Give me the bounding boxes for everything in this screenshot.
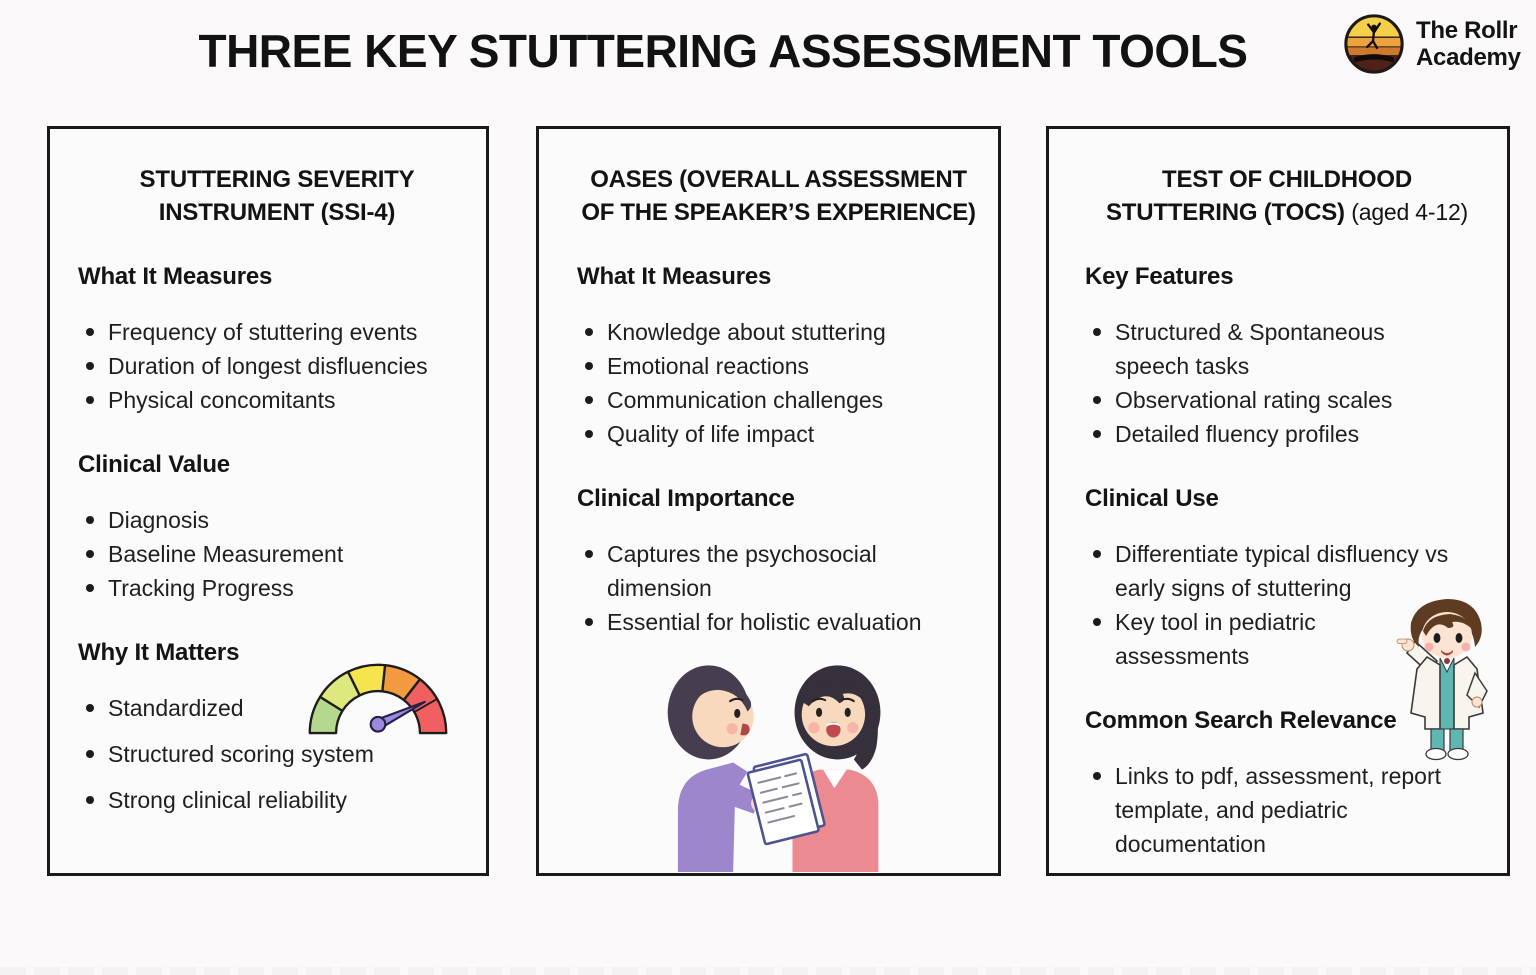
bullet-item: Key tool in pediatric assessments (1115, 605, 1415, 673)
bullet-item: Standardized (108, 691, 476, 725)
bullet-item: Tracking Progress (108, 571, 476, 605)
card-title-tocs (1085, 163, 1489, 229)
card-tocs (1046, 126, 1510, 876)
bullet-list (78, 503, 476, 605)
bullet-item: Communication challenges (607, 383, 980, 417)
bullet-item: Diagnosis (108, 503, 476, 537)
section-heading-what-it-measures: What It Measures (577, 263, 772, 290)
card-oases (536, 126, 1001, 876)
bullet-item: Emotional reactions (607, 349, 980, 383)
bottom-noise-strip (0, 967, 1536, 975)
bullet-item: Duration of longest disfluencies (108, 349, 476, 383)
assessment-papers (747, 754, 826, 845)
trampoline-sunset-logo-icon (1342, 12, 1406, 76)
bullet-item: Strong clinical reliability (108, 783, 476, 817)
bullet-list (577, 315, 980, 451)
bullet-item: Baseline Measurement (108, 537, 476, 571)
section-heading-key-features: Key Features (1085, 263, 1234, 290)
card-ssi4 (47, 126, 489, 876)
page-title: THREE KEY STUTTERING ASSESSMENT TOOLS (198, 25, 1248, 77)
section-heading-clinical-use: Clinical Use (1085, 485, 1219, 512)
bullet-list (78, 315, 476, 417)
logo-sunset-bands (1344, 14, 1404, 74)
bullet-list (1085, 315, 1489, 451)
rollr-academy-logo (1342, 12, 1521, 76)
severity-gauge-icon (300, 647, 456, 745)
bullet-item: Links to pdf, assessment, report template, and pediatric documentation (1115, 759, 1489, 861)
bullet-item: Structured & Spontaneous speech tasks (1115, 315, 1415, 383)
bullet-item: Observational rating scales (1115, 383, 1489, 417)
logo-line2: Academy (1416, 44, 1521, 71)
card-title-ssi4: STUTTERING SEVERITY INSTRUMENT (SSI-4) (139, 166, 415, 226)
card-title-oases: OASES (OVERALL ASSESSMENT OF THE SPEAKER’S EXPERIENCE) (581, 166, 976, 226)
section-heading-clinical-importance: Clinical Importance (577, 485, 795, 512)
bullet-item: Quality of life impact (607, 417, 980, 451)
bullet-list (577, 537, 980, 639)
card-title-age-range: (aged 4-12) (1351, 199, 1468, 225)
logo-text (1416, 17, 1521, 71)
section-heading-clinical-value: Clinical Value (78, 451, 230, 478)
doctor-body (1411, 657, 1487, 760)
logo-line1: The Rollr (1416, 17, 1518, 44)
bullet-item: Captures the psychosocial dimension (607, 537, 937, 605)
bullet-item: Essential for holistic evaluation (607, 605, 980, 639)
section-heading-what-it-measures: What It Measures (78, 263, 273, 290)
bullet-item: Structured scoring system (108, 737, 476, 771)
bullet-item: Detailed fluency profiles (1115, 417, 1489, 451)
bullet-item: Knowledge about stuttering (607, 315, 980, 349)
pediatric-doctor-illustration (1395, 595, 1499, 763)
bullet-item: Physical concomitants (108, 383, 476, 417)
bullet-list (1085, 759, 1489, 861)
section-heading-why-it-matters: Why It Matters (78, 639, 240, 666)
section-heading-common-search-relevance: Common Search Relevance (1085, 707, 1397, 734)
bullet-item: Differentiate typical disfluency vs early signs of stuttering (1115, 537, 1465, 605)
card-title-main: TEST OF CHILDHOOD STUTTERING (TOCS) (1105, 166, 1412, 226)
bullet-item: Frequency of stuttering events (108, 315, 476, 349)
conversation-illustration (631, 649, 911, 874)
